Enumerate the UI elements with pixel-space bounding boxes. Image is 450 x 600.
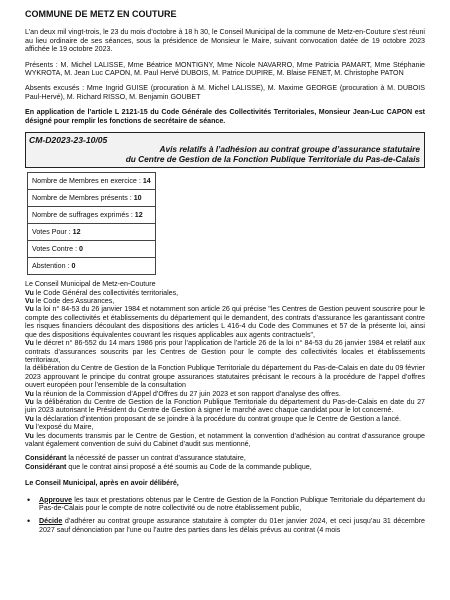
vote-label: Nombre de Membres présents : [32,194,132,203]
bullet-icon: • [27,516,31,527]
visa-line [25,364,425,389]
visa-line [25,280,425,288]
vote-cell [28,207,156,224]
visas-section [25,280,425,448]
visa-line [25,432,425,449]
visa-line-text: la loi n° 84-53 du 26 janvier 1984 et notamment son article 26 qui précise "les Centres de Gestion peuvent souscrire pour le compte des collectivités et établissements du département qui le demandent, des contrats d’assurance les garantissant contre les risques financiers découlant des dispositions des articles L 416-4 du Code des Communes et 57 de la présente loi, ainsi que des dispositions équivalentes couvrant les risques applicables aux agents contractuels", [25,305,425,339]
vote-label: Nombre de Membres en exercice : [32,177,141,186]
visa-line-lead: Vu [25,431,34,440]
visa-line [25,398,425,415]
article-verb: Décide [39,517,63,526]
vote-value: 10 [133,194,142,203]
visa-line-text: la délibération du Centre de Gestion de la Fonction Publique Territoriale du département du Pas-de-Calais en date du 27 juin 2023 autorisant le Président du Centre de Gestion à signer le marché avec chaque candidat pour le lot concerné. [25,397,425,415]
vote-row [28,190,156,207]
presents-paragraph: Présents : M. Michel LALISSE, Mme Béatrice MONTIGNY, Mme Nicole NAVARRO, Mme Patricia PAMART, Mme Stéphanie WYKROTA, M. Jean Luc CAPON, M. Paul Hervé DUBOIS, M. Patrice DUPIRE, M. Blaise FENET, M. Christophe PATON [25,60,425,78]
visa-line [25,339,425,364]
visa-line [25,390,425,398]
visa-line-text: le décret n° 86-552 du 14 mars 1986 pris pour l’application de l’article 26 de la loi n° 84-53 du 26 janvier 1984 et relatif aux contrats d’assurances souscrits par les Centres de Gestion pour le compte des collectivités locales et établissements territoriaux, [25,339,425,364]
visa-line-lead: Vu [25,397,34,406]
considerant-line-text: la nécessité de passer un contrat d’assurance statutaire, [68,454,246,463]
vote-label: Abstention : [32,262,70,271]
visa-line-lead: Vu [25,305,34,314]
vote-row [28,207,156,224]
deliberation-object-line-2: du Centre de Gestion de la Fonction Publique Territoriale du Pas-de-Calais [125,153,420,164]
visa-line-lead: Vu [25,414,34,423]
visa-line-lead: Vu [25,389,34,398]
vote-value: 12 [134,211,143,220]
considerant-line-text: que le contrat ainsi proposé a été soumis au Code de la commande publique, [68,462,312,471]
visa-line-lead: Vu [25,288,34,297]
visa-line-text: le Code des Assurances, [35,297,115,306]
considerant-line [25,454,425,462]
decision-intro: Le Conseil Municipal, après en avoir délibéré, [25,479,179,488]
intro-paragraph: L’an deux mil vingt-trois, le 23 du mois d’octobre à 18 h 30, le Conseil Municipal de la commune de Metz-en-Couture s’est réuni au lieu ordinaire de ses séances, sous la présidence de Monsieur le Maire, suivant convocation datée de 19 octobre 2023 affichée le 19 octobre 2023. [25,28,425,54]
vote-row [28,258,156,275]
visa-line [25,297,425,305]
visa-line [25,289,425,297]
deliberation-reference: CM-D2023-23-10/05 [29,135,108,146]
vote-cell [28,224,156,241]
considerant-line-lead: Considérant [25,454,67,463]
absents-paragraph: Absents excusés : Mme Ingrid GUISE (procuration à M. Michel LALISSE), M. Maxime GEORGE (procuration à M. DUBOIS Paul-Hervé), M. Richard RISSO, M. Benjamin GOUBET [25,84,425,101]
visa-line-lead: Vu [25,297,34,306]
articles-list [25,496,425,535]
vote-row [28,224,156,241]
article-item [25,517,425,534]
considerants-section [25,454,425,471]
visa-line [25,305,425,339]
vote-value: 12 [72,228,81,237]
secretary-paragraph: En application de l’article L 2121-15 du Code Générale des Collectivités Territoriales, Monsieur Jean-Luc CAPON est désigné pour remplir les fonctions de secrétaire de séance. [25,108,425,125]
vote-cell [28,190,156,207]
considerant-line-lead: Considérant [25,462,67,471]
article-item [25,496,425,513]
vote-label: Nombre de suffrages exprimés : [32,211,133,220]
vote-row [28,241,156,258]
visa-line-text: la réunion de la Commission d’Appel d’Offres du 27 juin 2023 et son rapport d’analyse des offres. [35,389,341,398]
visa-line-text: le Code Général des collectivités territoriales, [35,288,179,297]
deliberation-header [25,132,425,168]
vote-cell [28,173,156,190]
vote-label: Votes Pour : [32,228,71,237]
vote-label: Votes Contre : [32,245,77,254]
visa-line-text: les documents transmis par le Centre de Gestion, et notamment la convention d’adhésion au contrat d’assurance groupe valant également convention de suivi du Cabinet d’audit sus mentionné, [25,431,425,448]
vote-cell [28,258,156,275]
vote-value: 14 [142,177,151,186]
considerant-line [25,463,425,471]
visa-line-text: l’exposé du Maire, [35,423,94,432]
visa-line-lead: Vu [25,339,34,348]
visa-line-lead: Vu [25,423,34,432]
deliberation-object-line-1: Avis relatifs à l’adhésion au contrat groupe d’assurance statutaire [159,144,420,155]
votes-table [27,172,156,275]
vote-cell [28,241,156,258]
article-text: les taux et prestations obtenus par le Centre de Gestion de la Fonction Publique Territoriale du département du Pas-de-Calais pour le compte de notre collectivité ou de notre établissement public, [39,495,425,512]
vote-value: 0 [78,245,83,254]
visa-line-text: la déclaration d’intention proposant de se joindre à la procédure du contrat groupe que le Centre de Gestion a lancé. [35,414,401,423]
article-verb: Approuve [39,495,73,504]
vote-row [28,173,156,190]
visa-line [25,415,425,423]
visa-line [25,423,425,431]
document-title: COMMUNE DE METZ EN COUTURE [25,9,177,19]
visa-line-text: la délibération du Centre de Gestion de la Fonction Publique Territoriale du département du Pas-de-Calais en date du 09 février 2023 approuvant le principe du contrat groupe assurances statutaires précisant le recours à la procédure de l’appel d’offres ouvert européen pour l’ensemble de la consultation [25,364,425,390]
vote-value: 0 [71,262,76,271]
bullet-icon: • [27,494,31,505]
visa-line-text: Le Conseil Municipal de Metz-en-Couture [25,280,156,289]
article-text: d’adhérer au contrat groupe assurance statutaire à compter du 01er janvier 2024, et ceci jusqu’au 31 décembre 2027 sauf dénonciation par l’une ou l’autre des parties dans les délais prévus au contrat (4 mois [39,517,425,534]
